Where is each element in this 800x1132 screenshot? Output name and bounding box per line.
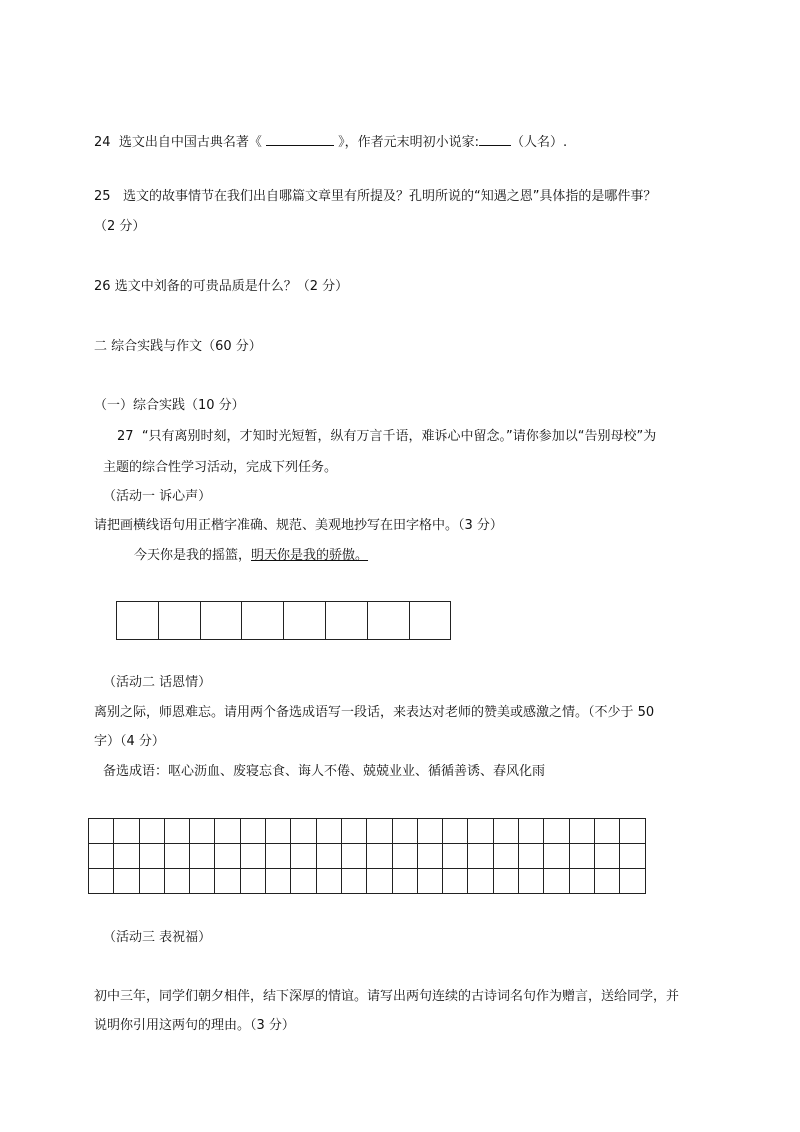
question-24 [94,131,567,152]
grid-cell[interactable] [519,869,544,894]
grid-cell[interactable] [164,869,189,894]
question-number: 26 [94,279,111,294]
grid-cell[interactable] [569,844,594,869]
grid-cell[interactable] [594,844,619,869]
activity-2-instruction: 离别之际，师恩难忘。请用两个备选成语写一段话，来表达对老师的赞美或感激之情。（不少于 50 [94,705,655,720]
grid-cell[interactable] [392,869,417,894]
grid-cell[interactable] [89,819,114,844]
part-title: （一）综合实践（10 分） [94,398,245,413]
grid-cell[interactable] [569,869,594,894]
grid-cell[interactable] [544,819,569,844]
grid-cell[interactable] [114,844,139,869]
grid-cell[interactable] [620,844,645,869]
grid-cell[interactable] [341,844,366,869]
grid-cell[interactable] [569,819,594,844]
grid-row [89,869,646,894]
grid-cell[interactable] [89,844,114,869]
question-number: 27 [117,429,134,444]
question-number: 25 [94,189,111,204]
grid-cell[interactable] [367,602,409,640]
activity-3-title: （活动三 表祝福） [103,930,212,945]
grid-cell[interactable] [544,869,569,894]
grid-cell[interactable] [190,844,215,869]
question-27 [117,428,656,446]
grid-cell[interactable] [443,869,468,894]
grid-cell[interactable] [139,844,164,869]
grid-cell[interactable] [117,602,159,640]
grid-cell[interactable] [620,869,645,894]
question-text: 选文的故事情节在我们出自哪篇文章里有所提及？孔明所说的“知遇之恩”具体指的是哪件事？ [122,189,657,204]
grid-cell[interactable] [284,602,326,640]
question-text: （人名）. [511,135,568,150]
grid-cell[interactable] [114,869,139,894]
question-27-line2: 主题的综合性学习活动，完成下列任务。 [103,460,338,475]
grid-cell[interactable] [240,844,265,869]
grid-cell[interactable] [468,819,493,844]
grid-cell[interactable] [164,844,189,869]
activity-2-instruction-2: 字）（4 分） [94,734,165,749]
grid-cell[interactable] [493,844,518,869]
grid-cell[interactable] [417,819,442,844]
tianzi-grid [116,601,451,640]
grid-cell[interactable] [215,819,240,844]
grid-cell[interactable] [493,869,518,894]
question-25 [94,188,656,206]
grid-cell[interactable] [325,602,367,640]
sentence-plain: 今天你是我的摇篮， [134,548,252,563]
grid-cell[interactable] [215,844,240,869]
grid-cell[interactable] [594,869,619,894]
idiom-list: 备选成语：呕心沥血、废寝忘食、诲人不倦、兢兢业业、循循善诱、春风化雨 [103,764,546,779]
grid-cell[interactable] [316,844,341,869]
grid-cell[interactable] [468,869,493,894]
grid-cell[interactable] [341,819,366,844]
grid-cell[interactable] [519,819,544,844]
sentence-underlined: 明天你是我的骄傲。 [251,548,369,563]
grid-cell[interactable] [190,869,215,894]
grid-cell[interactable] [316,869,341,894]
grid-cell[interactable] [190,819,215,844]
activity-1-instruction: 请把画横线语句用正楷字准确、规范、美观地抄写在田字格中。（3 分） [94,518,503,533]
grid-cell[interactable] [392,844,417,869]
grid-cell[interactable] [493,819,518,844]
section-title: 二 综合实践与作文（60 分） [94,339,262,354]
grid-cell[interactable] [417,869,442,894]
grid-cell[interactable] [367,869,392,894]
grid-cell[interactable] [291,844,316,869]
grid-cell[interactable] [443,819,468,844]
grid-cell[interactable] [215,869,240,894]
activity-1-title: （活动一 诉心声） [103,489,212,504]
grid-cell[interactable] [417,844,442,869]
grid-cell[interactable] [291,819,316,844]
grid-cell[interactable] [139,869,164,894]
question-25-score: （2 分） [94,219,146,234]
grid-row [117,602,451,640]
writing-grid [88,818,646,894]
question-text: “只有离别时刻，才知时光短暂，纵有万言千语，难诉心中留念。”请你参加以“告别母校”为 [141,429,657,444]
grid-cell[interactable] [316,819,341,844]
question-26 [94,278,348,296]
grid-cell[interactable] [468,844,493,869]
question-text: 》，作者元末明初小说家: [338,135,479,150]
question-text: 选文中刘备的可贵品质是什么？（2 分） [114,279,349,294]
grid-cell[interactable] [164,819,189,844]
grid-cell[interactable] [242,602,284,640]
activity-2-title: （活动二 话恩情） [103,675,212,690]
answer-blank-author[interactable] [479,131,511,146]
answer-blank-book[interactable] [266,131,334,146]
activity-1-sentence [134,547,368,565]
grid-cell[interactable] [240,819,265,844]
activity-3-instruction-2: 说明你引用这两句的理由。（3 分） [94,1018,295,1033]
grid-cell[interactable] [240,869,265,894]
grid-row [89,819,646,844]
grid-cell[interactable] [620,819,645,844]
grid-cell[interactable] [200,602,242,640]
grid-cell[interactable] [367,819,392,844]
grid-cell[interactable] [367,844,392,869]
grid-cell[interactable] [266,819,291,844]
question-number: 24 [94,135,111,150]
activity-3-instruction: 初中三年，同学们朝夕相伴，结下深厚的情谊。请写出两句连续的古诗词名句作为赠言，送给同学，并 [94,989,680,1004]
grid-row [89,844,646,869]
grid-cell[interactable] [443,844,468,869]
grid-cell[interactable] [158,602,200,640]
grid-cell[interactable] [291,869,316,894]
grid-cell[interactable] [266,869,291,894]
grid-cell[interactable] [114,819,139,844]
grid-cell[interactable] [89,869,114,894]
grid-cell[interactable] [266,844,291,869]
grid-cell[interactable] [392,819,417,844]
grid-cell[interactable] [519,844,544,869]
grid-cell[interactable] [341,869,366,894]
grid-cell[interactable] [139,819,164,844]
question-text: 选文出自中国古典名著《 [118,135,262,150]
grid-cell[interactable] [409,602,451,640]
grid-cell[interactable] [544,844,569,869]
grid-cell[interactable] [594,819,619,844]
